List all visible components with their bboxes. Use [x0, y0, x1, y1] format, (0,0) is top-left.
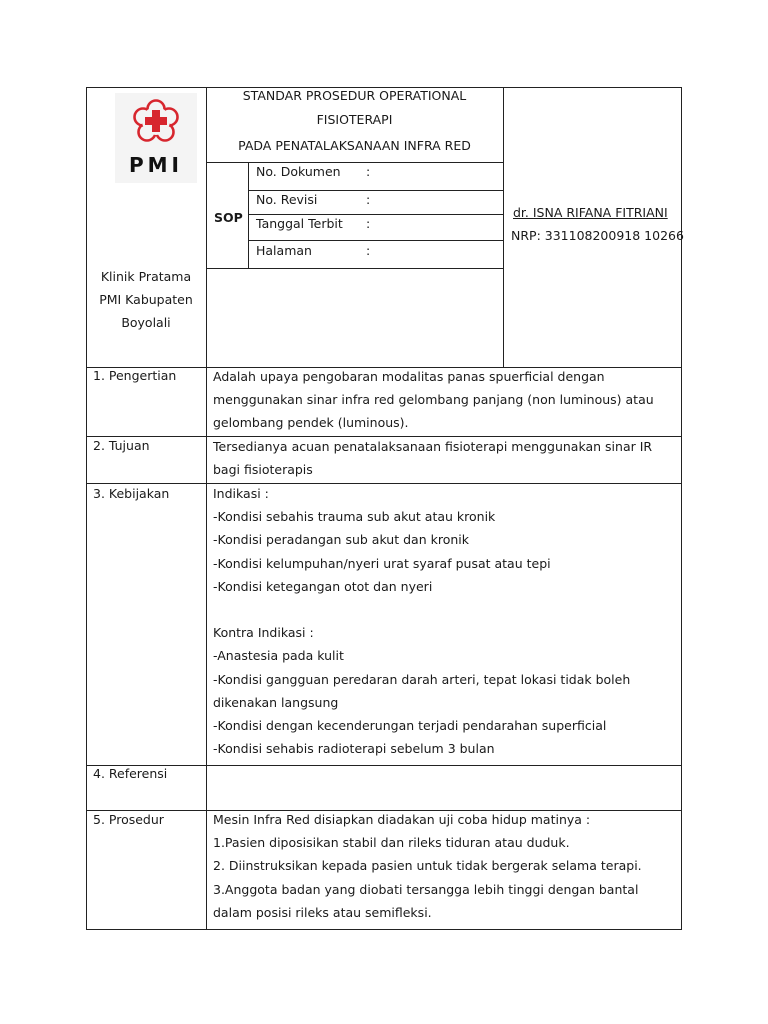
- content-line: -Kondisi sehabis radioterapi sebelum 3 bulan: [213, 741, 495, 757]
- content-line: -Kondisi dengan kecenderungan terjadi pendarahan superficial: [213, 718, 607, 734]
- content-line: -Anastesia pada kulit: [213, 648, 344, 664]
- field-line-3: [248, 240, 503, 241]
- title-line-1: STANDAR PROSEDUR OPERATIONAL: [242, 88, 467, 103]
- title-line-3: PADA PENATALAKSANAAN INFRA RED: [238, 138, 471, 153]
- field-label-no-revisi: No. Revisi: [256, 192, 318, 207]
- title-line-2: FISIOTERAPI: [316, 112, 393, 127]
- section-content-prosedur: [213, 808, 642, 924]
- content-line: dikenakan langsung: [213, 694, 339, 710]
- signatory-nrp: NRP: 331108200918 10266: [511, 228, 684, 243]
- field-value-no-dokumen: :: [366, 164, 371, 179]
- field-value-no-revisi: :: [366, 192, 371, 207]
- clinic-line-1: Klinik Pratama: [100, 269, 192, 284]
- content-line: Indikasi :: [213, 486, 269, 501]
- content-line: menggunakan sinar infra red gelombang panjang (non luminous) atau: [213, 392, 654, 408]
- field-label-tanggal-terbit: Tanggal Terbit: [256, 216, 343, 231]
- field-line-2: [248, 214, 503, 215]
- content-line: dalam posisi rileks atau semifleksi.: [213, 904, 432, 920]
- section-line-3: [86, 765, 682, 766]
- content-line: -Kondisi peradangan sub akut dan kronik: [213, 532, 469, 548]
- content-line-blank: [213, 598, 630, 621]
- content-line: 1.Pasien diposisikan stabil dan rileks tiduran atau duduk.: [213, 835, 570, 851]
- content-line: Tersedianya acuan penatalaksanaan fisioterapi menggunakan sinar IR: [213, 439, 653, 454]
- pmi-flower-cross-icon: [115, 93, 197, 153]
- table-border-bottom: [86, 929, 682, 930]
- table-border-right: [681, 87, 682, 930]
- sop-divider: [248, 162, 249, 269]
- table-border-left: [86, 87, 87, 930]
- section-label-pengertian: 1. Pengertian: [93, 368, 177, 383]
- content-line: -Kondisi ketegangan otot dan nyeri: [213, 578, 433, 594]
- section-label-referensi: 4. Referensi: [93, 766, 168, 781]
- logo-text: PMI: [128, 153, 183, 177]
- section-label-tujuan: 2. Tujuan: [93, 438, 150, 453]
- content-line: 3.Anggota badan yang diobati tersangga lebih tinggi dengan bantal: [213, 881, 639, 897]
- content-line: -Kondisi gangguan peredaran darah arteri, tepat lokasi tidak boleh: [213, 671, 631, 687]
- field-value-halaman: :: [366, 243, 371, 258]
- section-content-pengertian: [213, 365, 654, 435]
- field-line-4: [206, 268, 503, 269]
- section-content-tujuan: [213, 435, 652, 481]
- section-label-prosedur: 5. Prosedur: [93, 812, 164, 827]
- field-label-halaman: Halaman: [256, 243, 312, 258]
- field-label-no-dokumen: No. Dokumen: [256, 164, 341, 179]
- content-line: -Kondisi kelumpuhan/nyeri urat syaraf pusat atau tepi: [213, 555, 551, 571]
- sop-label: SOP: [214, 210, 243, 225]
- header-divider-left: [206, 87, 207, 930]
- content-line: -Kondisi sebahis trauma sub akut atau kronik: [213, 509, 496, 525]
- title-bottom-line: [206, 162, 503, 163]
- section-label-kebijakan: 3. Kebijakan: [93, 486, 170, 501]
- field-value-tanggal-terbit: :: [366, 216, 371, 231]
- content-line: gelombang pendek (luminous).: [213, 415, 409, 431]
- content-line: Kontra Indikasi :: [213, 625, 314, 641]
- section-content-kebijakan: [213, 482, 630, 760]
- content-line: Mesin Infra Red disiapkan diadakan uji coba hidup matinya :: [213, 812, 591, 827]
- content-line: Adalah upaya pengobaran modalitas panas spuerficial dengan: [213, 369, 605, 384]
- signatory-name: dr. ISNA RIFANA FITRIANI: [513, 205, 668, 220]
- content-line: 2. Diinstruksikan kepada pasien untuk tidak bergerak selama terapi.: [213, 858, 642, 874]
- field-line-1: [248, 190, 503, 191]
- clinic-line-2: PMI Kabupaten: [99, 292, 193, 307]
- pmi-logo: [115, 93, 197, 183]
- content-line: bagi fisioterapis: [213, 462, 313, 478]
- clinic-line-3: Boyolali: [121, 315, 171, 330]
- header-divider-right: [503, 87, 504, 367]
